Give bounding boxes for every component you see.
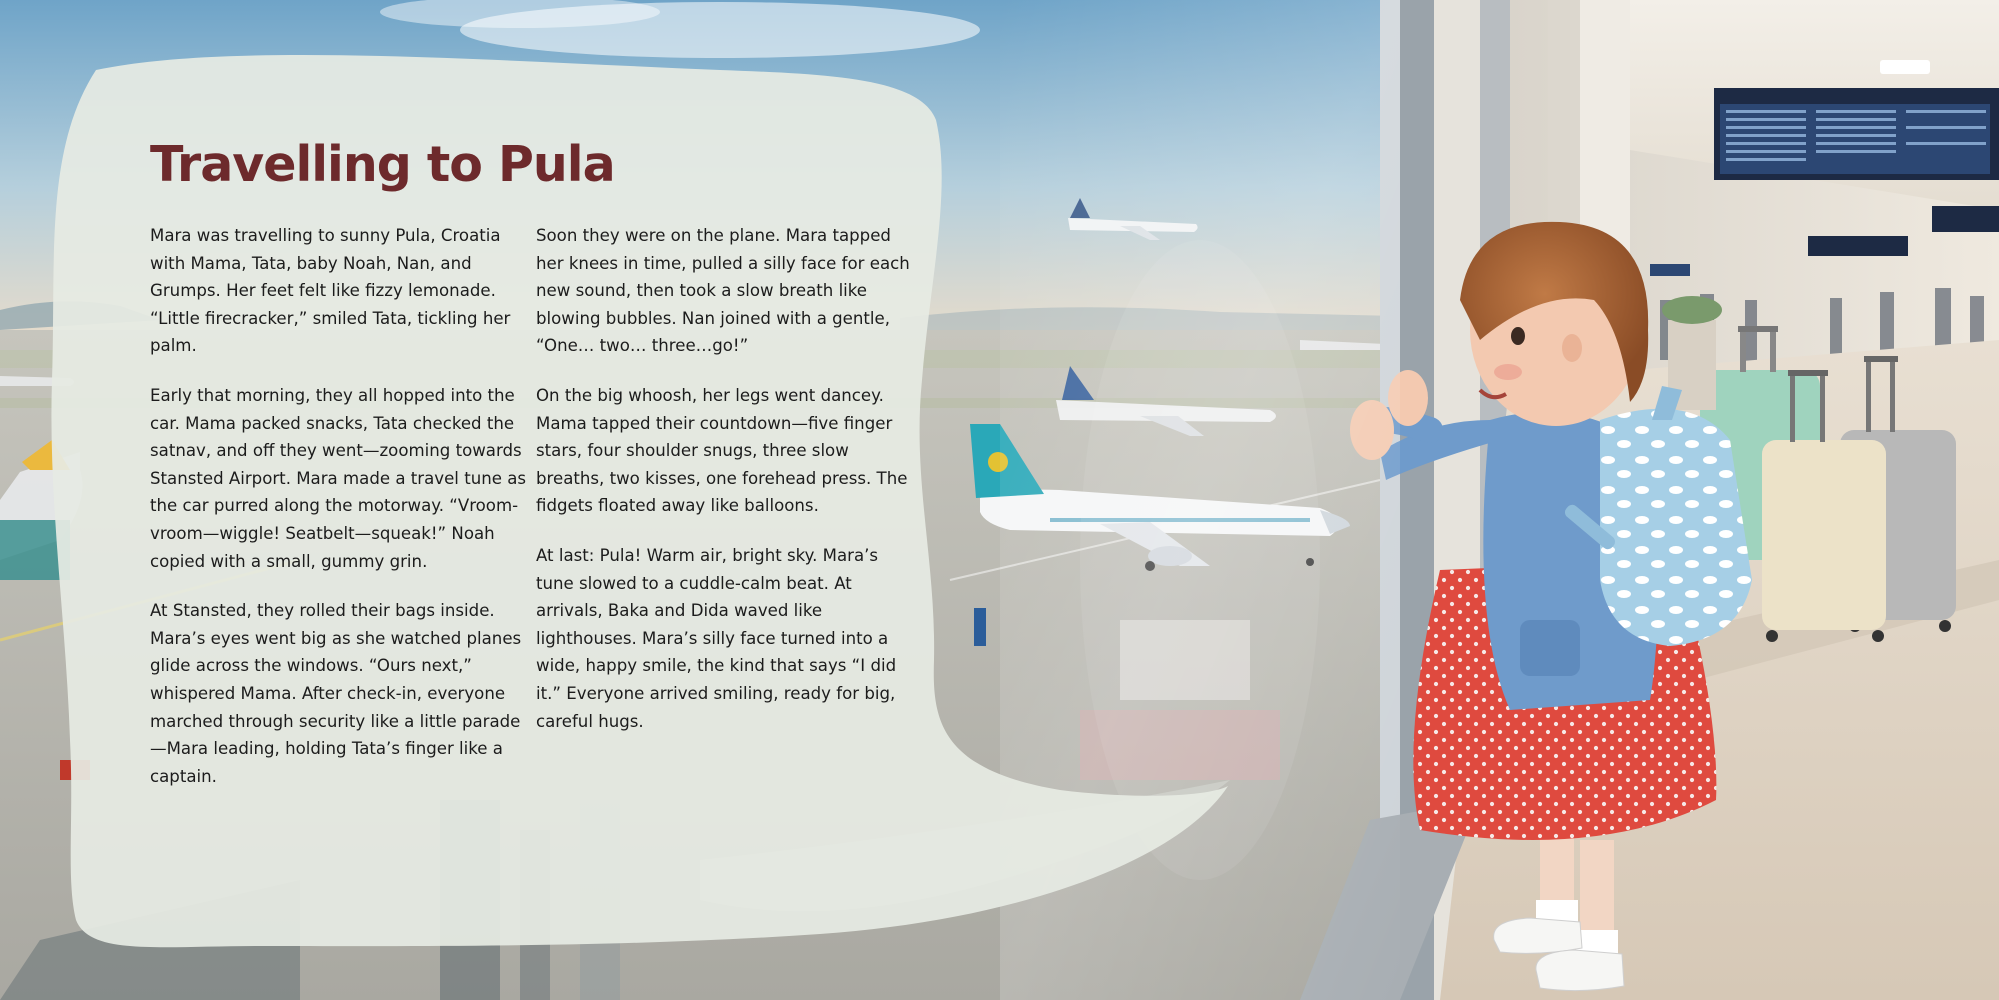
story-column-left (150, 222, 528, 812)
story-column-right (536, 222, 914, 757)
story-paragraph: Soon they were on the plane. Mara tapped her knees in time, pulled a silly face for each new sound, then took a slow breath like blowing bubbles. Nan joined with a gentle, “One… two… three…go!” (536, 226, 910, 356)
story-title: Travelling to Pula (150, 136, 615, 193)
story-paragraph: Early that morning, they all hopped into the car. Mama packed snacks, Tata checked the satnav, and off they went—zooming towards Stansted Airport. Mara made a travel tune as the car purred along the motorway. “Vroom-vroom—wiggle! Seatbelt—squeak!” Noah copied with a small, gummy grin. (150, 385, 527, 571)
story-paragraph: On the big whoosh, her legs went dancey. Mama tapped their countdown—five finger stars, four shoulder snugs, three slow breaths, two kisses, one forehead press. The fidgets floated away like balloons. (536, 385, 908, 516)
story-paragraph: At Stansted, they rolled their bags inside. Mara’s eyes went big as she watched planes glide across the windows. “Ours next,” whispered Mama. After check-in, everyone marched through security like a little parade—Mara leading, holding Tata’s finger like a captain. (150, 601, 522, 786)
story-paragraph: At last: Pula! Warm air, bright sky. Mara’s tune slowed to a cuddle-calm beat. At arrivals, Baka and Dida waved like lighthouses. Mara’s silly face turned into a wide, happy smile, the kind that says “I did it.” Everyone arrived smiling, ready for big, careful hugs. (536, 545, 897, 731)
story-paragraph: Mara was travelling to sunny Pula, Croatia with Mama, Tata, baby Noah, Nan, and Grumps. Her feet felt like fizzy lemonade. “Little firecracker,” smiled Tata, tickling her palm. (150, 226, 511, 356)
